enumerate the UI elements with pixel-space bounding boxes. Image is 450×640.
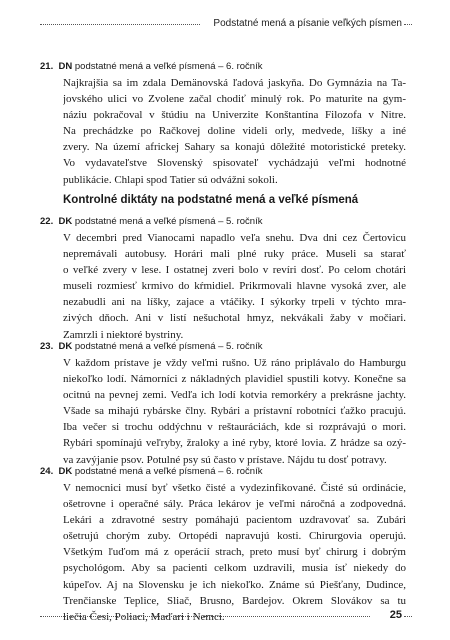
footer-dotted-rule (40, 616, 370, 617)
exercise-text (63, 75, 406, 188)
text-line: liečia Česi, Poliaci, Maďari i Nemci. (63, 610, 225, 623)
text-line: Vo vydavateľstve Slovenský spisovateľ vychádzajú veľmi hodnotné (63, 157, 406, 170)
exercise-text (63, 480, 406, 625)
exercise-number: 22. (40, 216, 54, 227)
exercise-title: podstatné mená a veľké písmená – 5. ročník (74, 216, 263, 227)
footer-dotted-rule-end (404, 616, 412, 617)
text-line: Všade sa mihajú rybárske člny. Rybári a prístavní robotníci ťažko pracujú. (63, 405, 406, 418)
exercise-text (63, 355, 406, 468)
text-line: zivých dňoch. Ani v listí nešuchotal hmyz, nekvákali žaby v močiari. (63, 312, 406, 325)
text-line: V decembri pred Vianocami napadlo veľa snehu. Dva dni cez Čertovicu (63, 232, 406, 244)
exercise-text (63, 230, 406, 343)
exercise-heading (40, 466, 262, 477)
text-line: nepremávali autobusy. Horári mali plné ruky práce. Museli sa starať (63, 248, 406, 261)
exercise-number: 21. (40, 61, 54, 72)
header-dotted-rule-end (404, 24, 412, 25)
text-line: zvery. Na území africkej Sahary sa konajú dôležité motoristické preteky. (63, 141, 406, 154)
text-line: Lekári a zdravotné sestry pomáhajú pacientom uzdravovať sa. Zubári (63, 514, 406, 527)
text-line: V nemocnici musí byť všetko čisté a vydezinfikované. Čisté sú ordinácie, (63, 482, 406, 494)
text-line: jovského ulici vo Zvolene začal chodiť minulý rok. Po maturite na gym- (63, 93, 406, 106)
text-line: Všetkým ľuďom má z operácií strach, preto musí byť chirurg i dobrým (63, 546, 406, 559)
exercise-title: podstatné mená a veľké písmená – 6. ročník (74, 61, 263, 72)
text-line: V každom prístave je vždy veľmi rušno. Už ráno priplávalo do Hamburgu (63, 357, 406, 369)
text-line: va zavýjanie psov. Potulné psy sú často v prístave. Nájdu tu dosť potravy. (63, 453, 387, 466)
text-line: Zamrzli i niektoré bystriny. (63, 328, 184, 341)
text-line: ocitnú na pevnej zemi. Vedľa ich lodí kotvia remorkéry a prekrásne jachty. (63, 389, 406, 402)
text-line: kúpeľov. Aj na Slovensku je ich niekoľko. Známe sú Piešťany, Dudince, (63, 578, 406, 591)
text-line: psychológom. Aby sa pacienti celkom uzdravili, musia ísť niekedy do (63, 562, 406, 575)
text-line: Najkrajšia sa im zdala Demänovská ľadová jaskyňa. Do Gymnázia na Ta- (63, 77, 406, 89)
page-footer (40, 609, 412, 623)
exercise-heading (40, 61, 262, 72)
exercise-type: DK (58, 216, 73, 227)
section-heading: Kontrolné diktáty na podstatné mená a veľké písmená (63, 194, 359, 206)
exercise-number: 23. (40, 341, 54, 352)
text-line: ošetrujú chorým zuby. Ortopédi napravujú kosti. Chirurgovia operujú. (63, 530, 406, 543)
exercise-type: DK (58, 341, 73, 352)
text-line: Iba večer si trochu oddýchnu v reštauráciách, kde si rozprávajú o mori. (63, 421, 406, 434)
text-line: ošetrovne i operačné sály. Práca lekárov je veľmi náročná a zodpovedná. (63, 498, 406, 511)
exercise-title: podstatné mená a veľké písmená – 6. ročník (74, 466, 263, 477)
exercise-type: DK (58, 466, 73, 477)
text-line: museli rozmiesť krmivo do kŕmidiel. Prikrmovali hlavne vysoká zver, ale (63, 280, 406, 293)
running-header (40, 18, 412, 34)
text-line: niekoľko lodí. Námorníci z nákladných plavidiel spustili kotvy. Konečne sa (63, 373, 406, 386)
text-line: nezabudli ani na líšky, zajace a vtáčiky. I sýkorky trpeli v týchto mra- (63, 296, 406, 309)
exercise-number: 24. (40, 466, 54, 477)
text-line: publikácie. Chlapi spod Tatier sú odvážni sokoli. (63, 173, 278, 186)
text-line: Trenčianske Teplice, Sliač, Brusno, Bardejov. Okrem Slovákov sa tu (63, 594, 406, 607)
page-number: 25 (389, 609, 402, 621)
text-line: o veľké zvery v lese. I ostatnej zveri bolo v revíri dosť. Po celom chotári (63, 264, 406, 277)
exercise-type: DN (58, 61, 73, 72)
header-title: Podstatné mená a písanie veľkých písmen (213, 18, 402, 29)
exercise-heading (40, 341, 262, 352)
exercise-heading (40, 216, 262, 227)
text-line: Na prechádzke po Račkovej doline videli orly, medvede, líšky a iné (63, 125, 406, 138)
text-line: Rybári spomínajú veľryby, žraloky a iné ryby, ktoré lovia. Z hrádze sa ozý- (63, 437, 406, 450)
header-dotted-rule (40, 24, 200, 25)
exercise-title: podstatné mená a veľké písmená – 5. ročník (74, 341, 263, 352)
text-line: náziu pokračoval v štúdiu na Univerzite Konštantína Filozofa v Nitre. (63, 109, 406, 122)
